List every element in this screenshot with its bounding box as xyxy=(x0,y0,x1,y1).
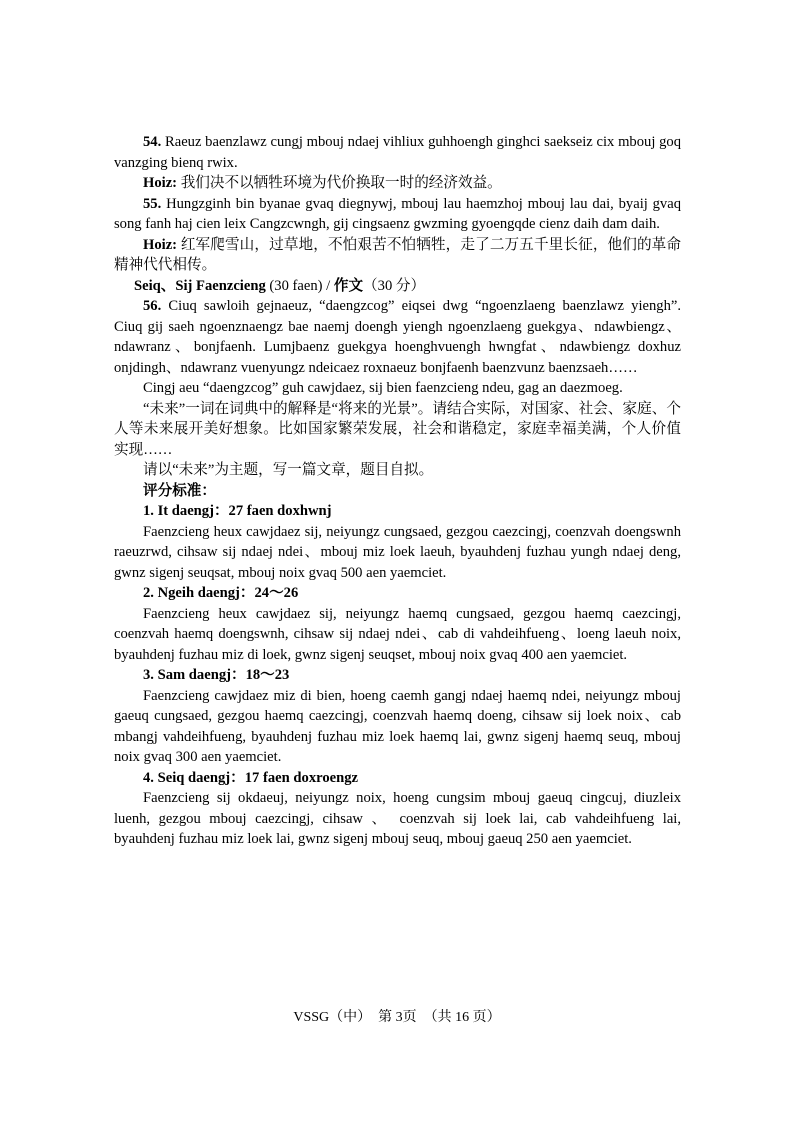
section-heading xyxy=(114,276,681,297)
section-title-zh: 作文 xyxy=(333,277,364,294)
question-number: 55. xyxy=(143,195,162,212)
question-56-zh-instruction: 请以“未来”为主题，写一篇文章，题目自拟。 xyxy=(143,462,434,478)
question-text: Raeuz baenzlawz cungj mbouj ndaej vihliux guhhoengh ginghci saekseiz cix mbouj goq vanzging bienq rwix. xyxy=(114,134,681,171)
grading-level-title: 3. Sam daengj：18～23 xyxy=(143,667,290,683)
question-number: 54. xyxy=(143,134,162,150)
question-54 xyxy=(114,132,681,173)
answer-label: Hoiz: xyxy=(143,175,178,191)
grading-level-text: Faenzcieng sij okdaeuj, neiyungz noix, hoeng cungsim mbouj gaeuq cingcuj, diuzleix luenh, gezgou mbouj caezcingj, cihsaw 、 coenzvah sij loek lai, cab vahdeihfueng lai, byauhdenj fuzhau miz loek lai, gwnz sigenj mbouj seuq, mbouj gaeuq 250 aen yaemciet. xyxy=(114,790,681,847)
question-56-instruction: Cingj aeu “daengzcog” guh cawjdaez, sij bien faenzcieng ndeu, gag an daezmoeg. xyxy=(143,380,623,396)
section-title: Seiq、Sij Faenzcieng xyxy=(134,277,266,294)
grading-level-text: Faenzcieng heux cawjdaez sij, neiyungz cungsaed, gezgou caezcingj, coenzvah doengswnh raeuzrwd, cihsaw sij ndaej ndei、mbouj miz loek laeuh, byauhdenj fuzhau yungh ndaej deng, gwnz sigenj seuqsat, mbouj noix gvaq 500 aen yaemciet. xyxy=(114,523,681,581)
question-text: Hungzginh bin byanae gvaq diegnywj, mbouj lau haemzhoj mbouj lau dai, byaij gvaq song fanh haj cien leix Cangzcwngh, gij cingsaenz gwzming gyoengqde cienz daih dam daih. xyxy=(114,195,681,232)
section-points-zh: （30 分） xyxy=(363,277,426,294)
question-text: Ciuq sawloih gejnaeuz, “daengzcog” eiqsei dwg “ngoenzlaeng baenzlawz yiengh”. Ciuq gij saeh ngoenznaengz bae naemj doengh yiengh ngoenzlaeng guekgya、ndawbiengz、ndawranz、bonjfaenh. Lumjbaenz guekgya hoenghvuengh hwngfat、ndawbiengz doxhuz onjdingh、ndawranz vuenyungz ndeicaez roxnaeuz bonjfaenh baenzvunz baenzsaeh…… xyxy=(114,298,682,376)
question-56-zh-text: “未来”一词在词典中的解释是“将来的光景”。请结合实际，对国家、社会、家庭、个人等未来展开美好想象。比如国家繁荣发展，社会和谐稳定，家庭幸福美满，个人价值实现…… xyxy=(114,400,681,458)
grading-level-title: 2. Ngeih daengj：24～26 xyxy=(143,585,299,601)
page-footer: VSSG（中） 第 3页 （共 16 页） xyxy=(293,1010,501,1025)
answer-54 xyxy=(114,173,681,194)
grading-title: 评分标准： xyxy=(143,482,216,499)
question-56 xyxy=(114,296,681,378)
grading-level-title: 1. It daengj：27 faen doxhwnj xyxy=(143,503,332,519)
question-55 xyxy=(114,194,681,235)
grading-level-text: Faenzcieng heux cawjdaez sij, neiyungz haemq cungsaed, gezgou haemq caezcingj, coenzvah haemq doengswnh, cihsaw sij ndaej ndei、cab di vahdeihfueng、loeng laeuh noix, byauhdenj fuzhau miz di loek, gwnz sigenj seuqset, mbouj noix gvaq 400 aen yaemciet. xyxy=(114,605,681,663)
answer-text: 红军爬雪山，过草地，不怕艰苦不怕牺牲，走了二万五千里长征，他们的革命精神代代相传。 xyxy=(114,236,681,273)
answer-55 xyxy=(114,235,681,276)
question-number: 56. xyxy=(143,298,162,314)
section-points: (30 faen) / xyxy=(269,277,331,294)
answer-label: Hoiz: xyxy=(143,236,178,253)
grading-level-text: Faenzcieng cawjdaez miz di bien, hoeng caemh gangj ndaej haemq ndei, neiyungz mbouj gaeuq cungsaed, gezgou haemq caezcingj, coenzvah haemq doeng, cihsaw sij loek noix、cab mbangj vahdeihfueng, byauhdenj fuzhau miz loek haemq lai, gwnz sigenj haemq seuq, mbouj noix gvaq 300 aen yaemciet. xyxy=(114,687,681,765)
answer-text: 我们决不以牺牲环境为代价换取一时的经济效益。 xyxy=(180,175,502,191)
grading-level-title: 4. Seiq daengj：17 faen doxroengz xyxy=(143,769,358,786)
page-content xyxy=(114,132,681,850)
